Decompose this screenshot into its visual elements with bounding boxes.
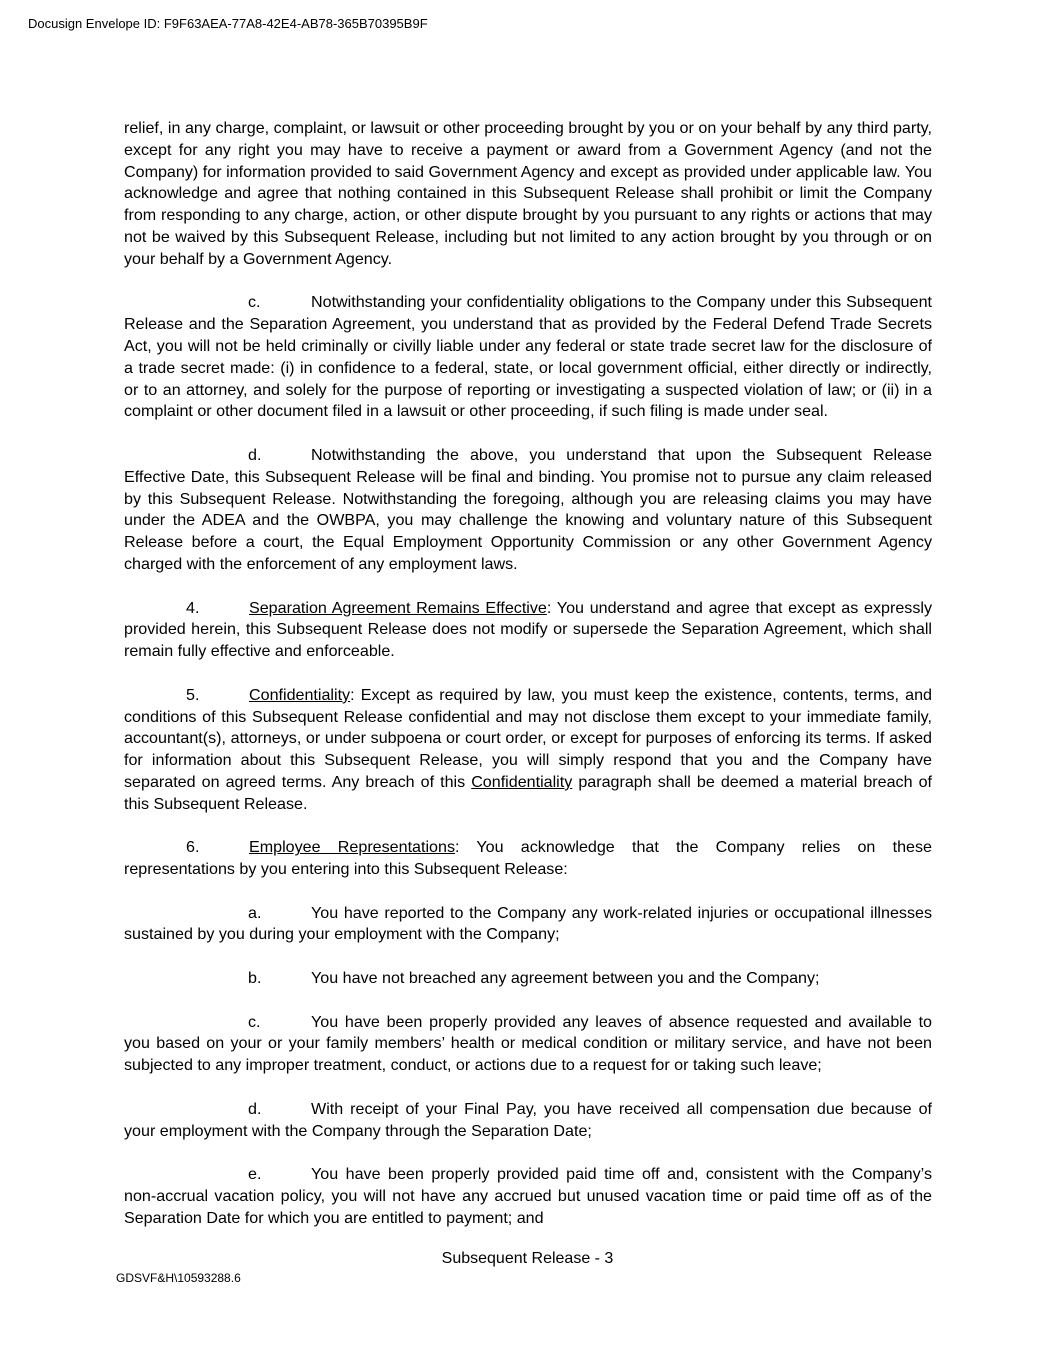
page-footer-label: Subsequent Release - 3 — [441, 1250, 614, 1267]
representation-e — [124, 1164, 932, 1229]
item-label: c. — [248, 293, 261, 312]
section-text: : You acknowledge that the Company relies on these representations by you entering into this Subsequent Release: — [124, 838, 932, 879]
item-text: You have been properly provided any leaves of absence requested and available to you based on your or your family members’ health or medical condition or military service, and have not been subjected to any improper treatment, conduct, or actions due to a request for or taking such leave; — [124, 1012, 932, 1075]
section-6 — [124, 837, 932, 881]
document-body — [124, 118, 932, 1230]
section-5 — [124, 685, 932, 816]
section-number: 6. — [186, 838, 200, 857]
representation-d — [124, 1099, 932, 1143]
section-number: 5. — [186, 685, 200, 704]
document-id: GDSVF&H\10593288.6 — [116, 1271, 241, 1285]
section-text-cont: paragraph shall be deemed a material breach of this Subsequent Release. — [124, 772, 932, 813]
item-text: You have reported to the Company any work-related injuries or occupational illnesses sustained by you during your employment with the Company; — [124, 903, 932, 944]
section-text: : You understand and agree that except as expressly provided herein, this Subsequent Release does not modify or supersede the Separation Agreement, which shall remain fully effective and enforceable. — [124, 598, 932, 661]
item-label: e. — [248, 1165, 262, 1184]
item-label: a. — [248, 903, 262, 922]
paragraph-intro: relief, in any charge, complaint, or lawsuit or other proceeding brought by you or on your behalf by any third party, except for any right you may have to receive a payment or award from a Government Agency (and not the Company) for information provided to said Government Agency and except as provided under applicable law. You acknowledge and agree that nothing contained in this Subsequent Release shall prohibit or limit the Company from responding to any charge, action, or other dispute brought by you pursuant to any rights or actions that may not be waived by this Subsequent Release, including but not limited to any action brought by you through or on your behalf by a Government Agency. — [124, 119, 932, 268]
item-text: Notwithstanding your confidentiality obligations to the Company under this Subsequent Release and the Separation Agreement, you understand that as provided by the Federal Defend Trade Secrets Act, you will not be held criminally or civilly liable under any federal or state trade secret law for the disclosure of a trade secret made: (i) in confidence to a federal, state, or local government official, either directly or indirectly, or to an attorney, and solely for the purpose of reporting or investigating a suspected violation of law; or (ii) in a complaint or other document filed in a lawsuit or other proceeding, if such filing is made under seal. — [124, 293, 932, 421]
item-label: d. — [248, 1099, 262, 1118]
item-label: b. — [248, 969, 262, 988]
item-text: With receipt of your Final Pay, you have received all compensation due because of your employment with the Company through the Separation Date; — [124, 1099, 932, 1140]
confidentiality-reference: Confidentiality — [471, 772, 573, 791]
section-heading: Employee Representations — [249, 838, 455, 857]
section-text: : Except as required by law, you must keep the existence, contents, terms, and conditions of this Subsequent Release confidential and may not disclose them except to your immediate family, accountant(s), attorneys, or under subpoena or court order, or except for purposes of enforcing its terms. If asked for information about this Subsequent Release, you will simply respond that you and the Company have separated on agreed terms. Any breach of this — [124, 685, 932, 791]
section-heading: Separation Agreement Remains Effective — [249, 598, 547, 617]
section-number: 4. — [186, 598, 200, 617]
paragraph-3d — [124, 445, 932, 576]
item-text: You have been properly provided paid time off and, consistent with the Company’s non-accrual vacation policy, you will not have any accrued but unused vacation time or paid time off as of the Separation Date for which you are entitled to payment; and — [124, 1165, 932, 1227]
section-heading: Confidentiality — [249, 685, 351, 704]
section-4 — [124, 598, 932, 663]
paragraph-3c — [124, 292, 932, 423]
docusign-envelope-id: Docusign Envelope ID: F9F63AEA-77A8-42E4-AB78-365B70395B9F — [28, 16, 428, 31]
item-label: d. — [248, 445, 262, 464]
item-text: Notwithstanding the above, you understand that upon the Subsequent Release Effective Date, this Subsequent Release will be final and binding. You promise not to pursue any claim released by this Subsequent Release. Notwithstanding the foregoing, although you are releasing claims you may have under the ADEA and the OWBPA, you may challenge the knowing and voluntary nature of this Subsequent Release before a court, the Equal Employment Opportunity Commission or any other Government Agency charged with the enforcement of any employment laws. — [124, 445, 932, 573]
item-label: c. — [248, 1012, 261, 1031]
representation-b — [124, 968, 932, 990]
item-text: You have not breached any agreement between you and the Company; — [311, 969, 820, 988]
representation-a — [124, 903, 932, 947]
representation-c — [124, 1012, 932, 1077]
